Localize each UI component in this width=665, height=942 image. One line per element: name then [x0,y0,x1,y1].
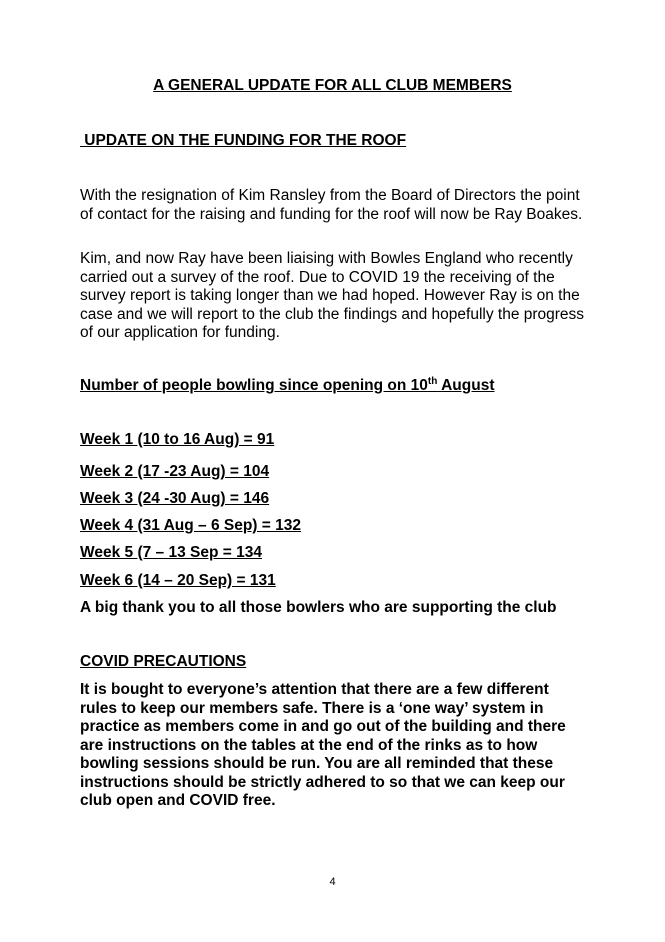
page-number: 4 [329,876,336,888]
bowling-heading-main: Number of people bowling since opening on 10 [80,377,428,394]
week-5-count: Week 5 (7 – 13 Sep = 134 [80,544,262,561]
roof-paragraph-1: With the resignation of Kim Ransley from the Board of Directors the point of contact for the raising and funding for the roof will now be Ray Boakes. [80,187,583,223]
week-4-count: Week 4 (31 Aug – 6 Sep) = 132 [80,517,301,534]
roof-paragraph-2: Kim, and now Ray have been liaising with Bowles England who recently carried out a survey of the roof. Due to COVID 19 the receiving of the survey report is taking longer than we had hoped. However Ray is on the case and we will report to the club the findings and hopefully the progress of our application for funding. [80,250,585,341]
covid-body: It is bought to everyone’s attention that there are a few different rules to keep our members safe. There is a ‘one way’ system in practice as members come in and go out of the building and there are instructions on the tables at the end of the rinks as to how bowling sessions should be run. You are all reminded that these instructions should be strictly adhered to so that we can keep our club open and COVID free. [80,681,566,809]
thanks-line: A big thank you to all those bowlers who are supporting the club [80,599,557,616]
week-2-count: Week 2 (17 -23 Aug) = 104 [80,463,270,480]
covid-heading: COVID PRECAUTIONS [80,653,247,670]
roof-funding-heading: UPDATE ON THE FUNDING FOR THE ROOF [80,132,407,149]
bowling-heading-suffix: th [427,375,438,387]
week-6-count: Week 6 (14 – 20 Sep) = 131 [80,572,276,589]
page-title: A GENERAL UPDATE FOR ALL CLUB MEMBERS [153,77,512,94]
bowling-heading-end: August [437,377,495,394]
bowling-heading [80,377,495,395]
week-1-count: Week 1 (10 to 16 Aug) = 91 [80,431,275,448]
week-3-count: Week 3 (24 -30 Aug) = 146 [80,490,270,507]
